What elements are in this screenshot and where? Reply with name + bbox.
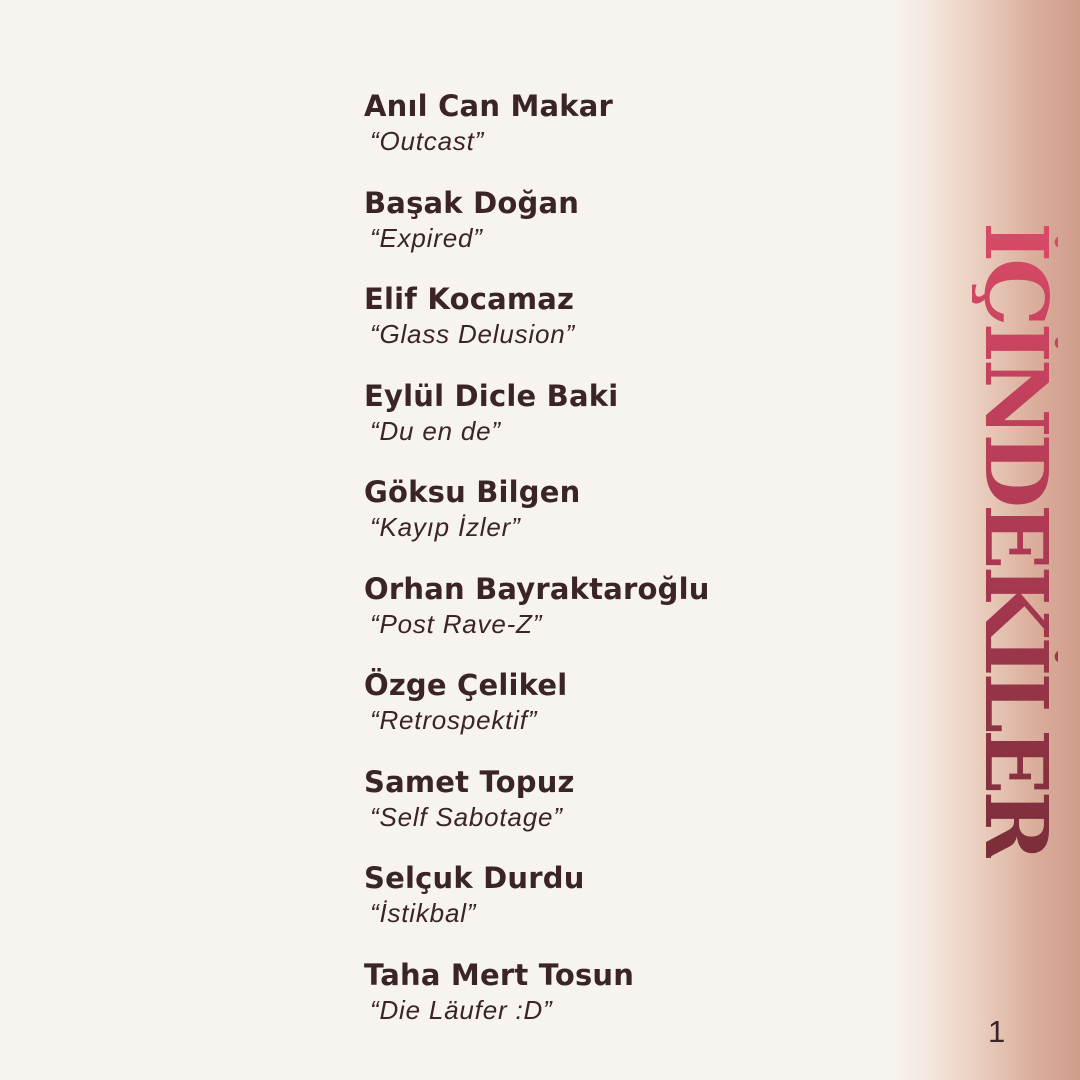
toc-entry: [364, 762, 924, 859]
page-number: 1: [988, 1014, 1006, 1049]
author-name: Taha Mert Tosun: [364, 957, 635, 992]
work-title: “İstikbal”: [370, 898, 477, 928]
work-title: “Kayıp İzler”: [370, 512, 521, 542]
author-name: Başak Doğan: [364, 185, 580, 220]
work-title: “Glass Delusion”: [370, 319, 575, 349]
toc-entry: [364, 472, 924, 569]
work-title: “Die Läufer :D”: [370, 994, 553, 1025]
toc-entry: [364, 955, 924, 1052]
author-name: Orhan Bayraktaroğlu: [364, 571, 710, 606]
toc-entry: [364, 858, 924, 955]
author-name: Selçuk Durdu: [364, 861, 585, 895]
toc-entry: [364, 376, 924, 473]
author-name: Anıl Can Makar: [364, 89, 614, 123]
work-title: “Outcast”: [370, 126, 485, 156]
toc-entry: [364, 279, 924, 376]
author-name: Samet Topuz: [364, 764, 575, 799]
work-title: “Self Sabotage”: [370, 801, 563, 832]
toc-entry: [364, 569, 924, 666]
work-title: “Retrospektif”: [370, 705, 538, 735]
author-name: Özge Çelikel: [364, 668, 568, 702]
table-of-contents: [364, 86, 924, 1051]
author-name: Elif Kocamaz: [364, 282, 575, 316]
contents-title: İÇİNDEKİLER: [965, 221, 1066, 859]
author-name: Göksu Bilgen: [364, 475, 581, 509]
author-name: Eylül Dicle Baki: [364, 378, 619, 413]
work-title: “Expired”: [370, 222, 483, 253]
toc-entry: [364, 86, 924, 183]
toc-entry: [364, 665, 924, 762]
toc-entry: [364, 183, 924, 280]
work-title: “Post Rave-Z”: [370, 608, 543, 639]
work-title: “Du en de”: [370, 415, 501, 446]
